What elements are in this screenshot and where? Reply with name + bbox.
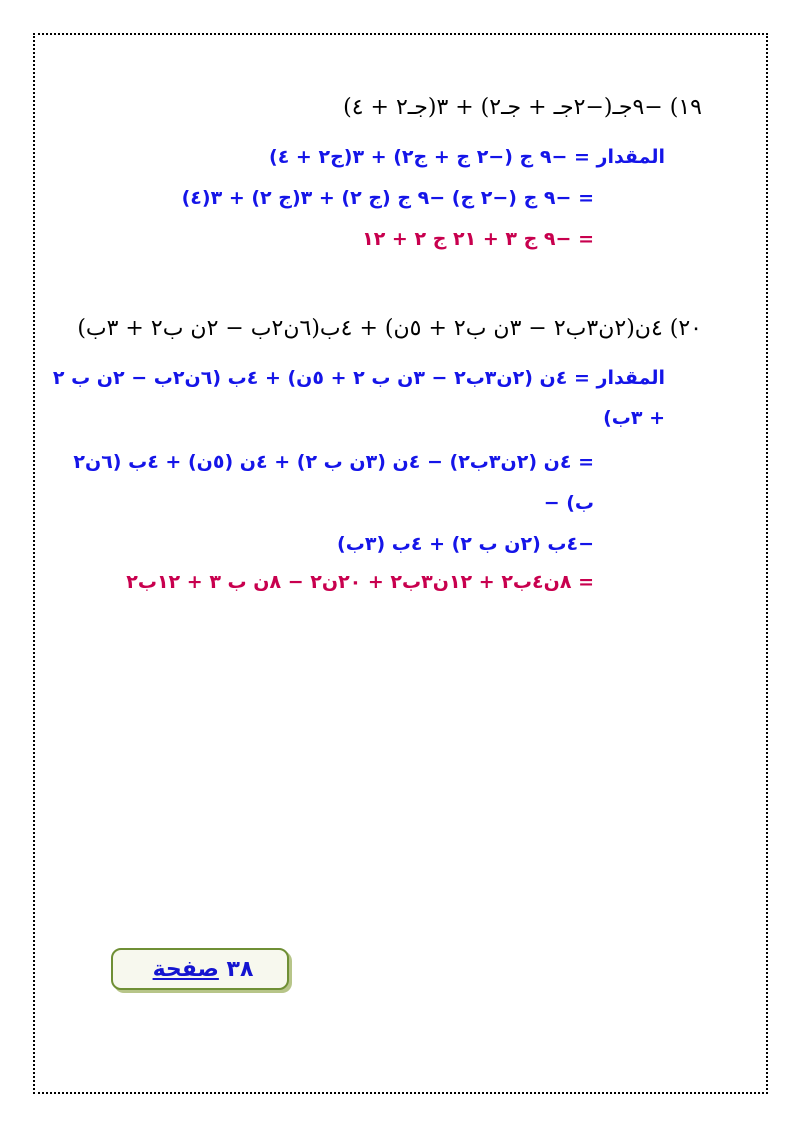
problem-20-question: ٢٠) ٤ن(٢ن٣ب٢ − ٣ن ب٢ + ٥ن) + ٤ب(٦ن٢ب − ٢ن ب٢ + ٣ب) xyxy=(77,316,702,341)
problem-20-result: = ٨ن٤ب٢ + ١٢ن٣ب٢ + ٢٠ن٢ − ٨ن ب ٣ + ١٢ب٢ xyxy=(126,571,594,593)
problem-20-step-2: = ٤ن (٢ن٣ب٢) − ٤ن (٣ن ب ٢) + ٤ن (٥ن) + ٤ب (٦ن٢ xyxy=(73,451,594,473)
problem-19-step-2: = −٩ ج (−٢ ج) −٩ ج (ج ٢) + ٣(ج ٢) + ٣(٤) xyxy=(181,187,594,209)
page-number: ٣٨ xyxy=(226,956,254,982)
page-number-badge xyxy=(111,948,289,990)
problem-20-step-1-cont: + ٣ب) xyxy=(603,407,665,429)
problem-19-result: = −٩ ج ٣ + ٢١ ج ٢ + ١٢ xyxy=(362,228,594,250)
problem-20-step-1: المقدار = ٤ن (٢ن٣ب٢ − ٣ن ب ٢ + ٥ن) + ٤ب (٦ن٢ب − ٢ن ب ٢ xyxy=(52,367,665,389)
problem-20-step-3: −٤ب (٢ن ب ٢) + ٤ب (٣ب) xyxy=(337,533,594,555)
problem-19-step-1: المقدار = −٩ ج (−٢ ج + ج٢) + ٣(ج٢ + ٤) xyxy=(269,146,665,168)
problem-20-step-2-cont: ب) − xyxy=(543,492,594,514)
problem-19-question: ١٩) −٩جـ(−٢جـ + جـ٢) + ٣(جـ٢ + ٤) xyxy=(343,95,702,120)
page-label: صفحة xyxy=(152,956,219,982)
